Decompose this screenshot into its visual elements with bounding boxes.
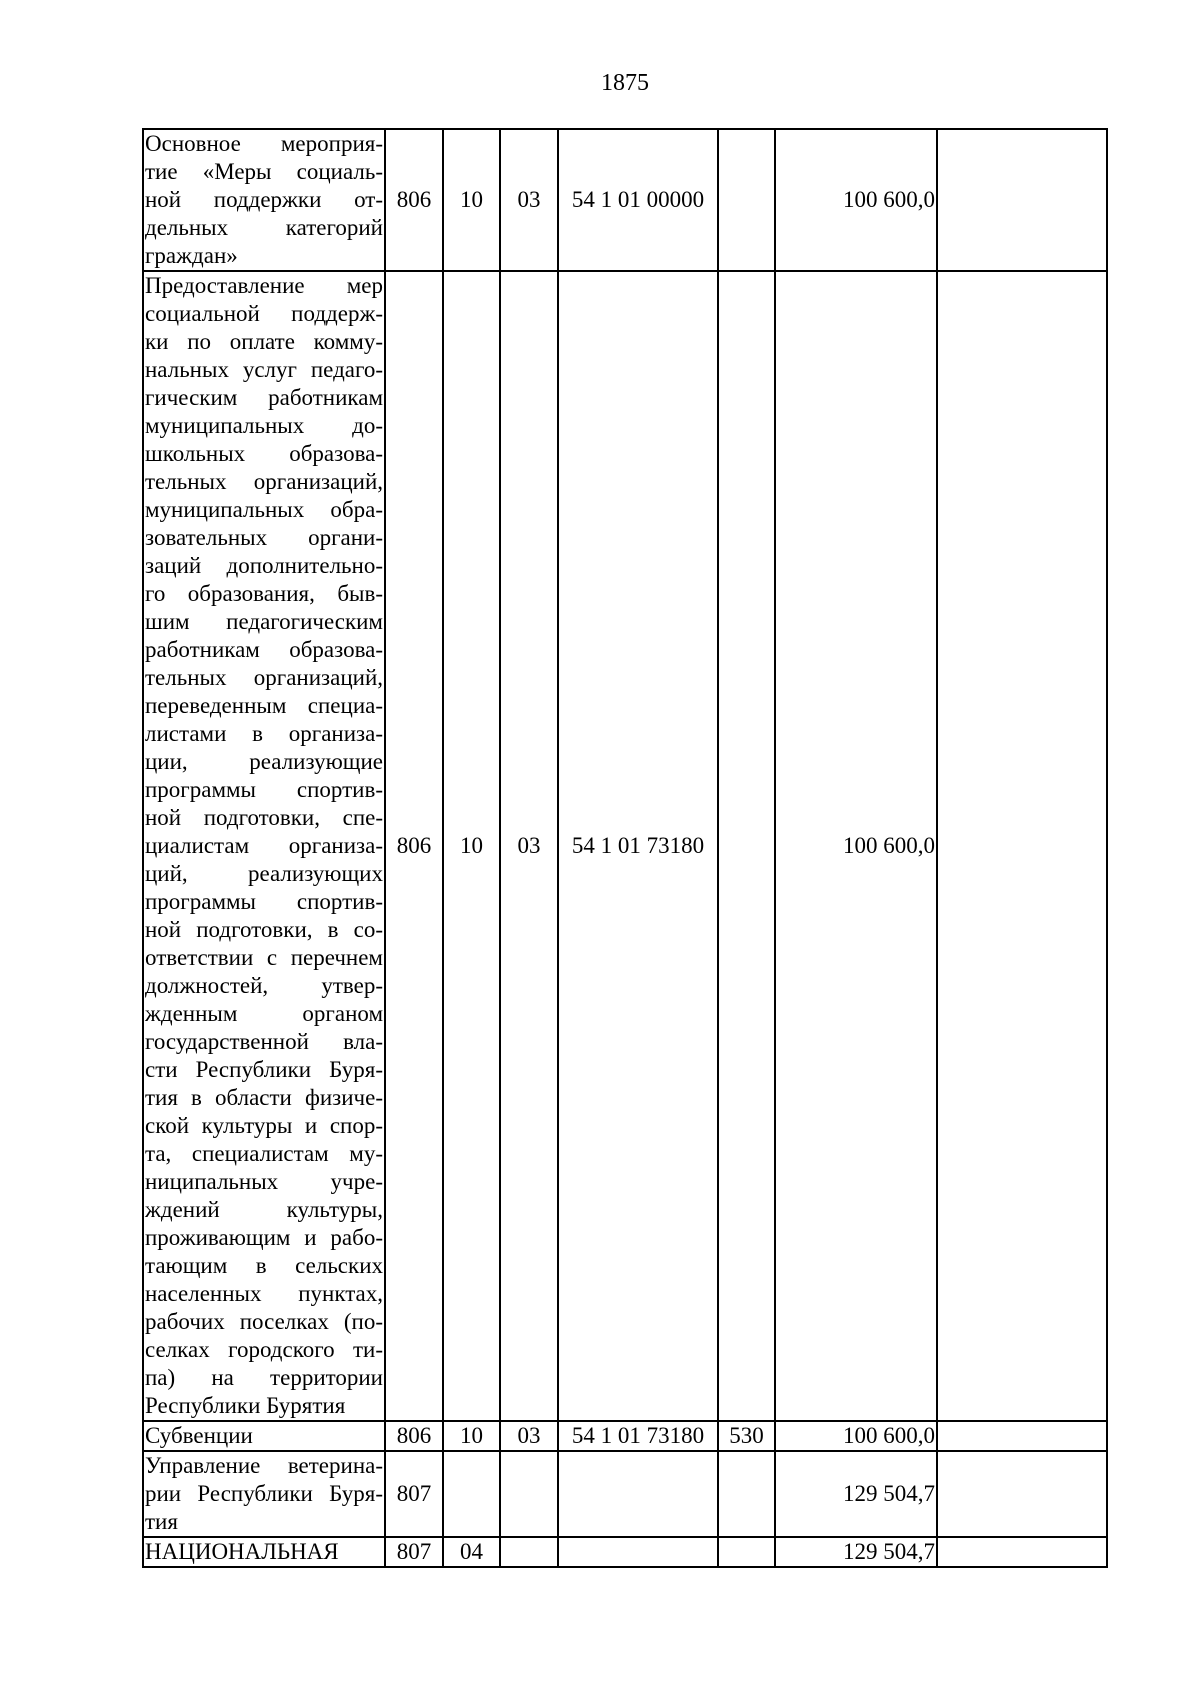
name-line: тельных организаций,: [145, 469, 383, 494]
pr-cell: 03: [500, 129, 558, 271]
name-line: рабочих поселках (по-: [145, 1309, 383, 1334]
name-line: жденным органом: [145, 1001, 383, 1026]
name-line: ций, реализующих: [145, 861, 383, 886]
extra-cell: [937, 271, 1107, 1421]
name-line: Республики Бурятия: [145, 1393, 346, 1418]
name-line: заций дополнительно-: [145, 553, 383, 578]
name-line: Субвенции: [145, 1423, 253, 1448]
amount-cell: 100 600,0: [775, 271, 937, 1421]
vr-cell: [718, 271, 775, 1421]
amount-cell: 100 600,0: [775, 1421, 937, 1451]
extra-cell: [937, 1421, 1107, 1451]
name-line: ской культуры и спор-: [145, 1113, 383, 1138]
name-line: Предоставление мер: [145, 273, 383, 298]
name-line: та, специалистам му-: [145, 1141, 383, 1166]
csr-cell: [558, 1537, 718, 1567]
name-line: программы спортив-: [145, 777, 383, 802]
table-row: [143, 271, 1107, 1421]
name-cell: [143, 1421, 385, 1451]
table-body: [143, 129, 1107, 1567]
name-line: ной подготовки, в со-: [145, 917, 383, 942]
name-cell: [143, 129, 385, 271]
vr-cell: 530: [718, 1421, 775, 1451]
extra-cell: [937, 1537, 1107, 1567]
pr-cell: [500, 1451, 558, 1537]
csr-cell: 54 1 01 00000: [558, 129, 718, 271]
name-line: Основное мероприя-: [145, 131, 383, 156]
vr-cell: [718, 1451, 775, 1537]
name-line: социальной поддерж-: [145, 301, 383, 326]
amount-cell: 129 504,7: [775, 1537, 937, 1567]
rz-cell: 10: [443, 1421, 500, 1451]
rz-cell: 10: [443, 271, 500, 1421]
table-row: [143, 129, 1107, 271]
table-row: [143, 1537, 1107, 1567]
name-line: гическим работникам: [145, 385, 383, 410]
extra-cell: [937, 129, 1107, 271]
name-line: тия: [145, 1509, 178, 1534]
ved-cell: 806: [385, 129, 443, 271]
name-line: работникам образова-: [145, 637, 383, 662]
name-line: ной поддержки от-: [145, 187, 383, 212]
vr-cell: [718, 129, 775, 271]
name-line: муниципальных обра-: [145, 497, 383, 522]
name-cell: [143, 271, 385, 1421]
pr-cell: 03: [500, 1421, 558, 1451]
name-line: ной подготовки, спе-: [145, 805, 383, 830]
pr-cell: [500, 1537, 558, 1567]
name-line: должностей, утвер-: [145, 973, 383, 998]
table-row: [143, 1421, 1107, 1451]
name-line: зовательных органи-: [145, 525, 383, 550]
csr-cell: 54 1 01 73180: [558, 271, 718, 1421]
ved-cell: 806: [385, 271, 443, 1421]
extra-cell: [937, 1451, 1107, 1537]
amount-cell: 100 600,0: [775, 129, 937, 271]
vr-cell: [718, 1537, 775, 1567]
name-cell: [143, 1451, 385, 1537]
name-line: НАЦИОНАЛЬНАЯ: [145, 1539, 339, 1564]
name-line: ответствии с перечнем: [145, 945, 383, 970]
name-line: па) на территории: [145, 1365, 383, 1390]
rz-cell: [443, 1451, 500, 1537]
name-line: селках городского ти-: [145, 1337, 383, 1362]
name-line: переведенным специа-: [145, 693, 383, 718]
name-line: сти Республики Буря-: [145, 1057, 383, 1082]
name-line: населенных пунктах,: [145, 1281, 383, 1306]
page-number: 1875: [601, 70, 649, 96]
name-line: ки по оплате комму-: [145, 329, 383, 354]
name-line: тельных организаций,: [145, 665, 383, 690]
ved-cell: 806: [385, 1421, 443, 1451]
name-line: государственной вла-: [145, 1029, 383, 1054]
ved-cell: 807: [385, 1451, 443, 1537]
pr-cell: 03: [500, 271, 558, 1421]
rz-cell: 10: [443, 129, 500, 271]
budget-table: [142, 128, 1108, 1568]
name-line: школьных образова-: [145, 441, 383, 466]
name-line: ции, реализующие: [145, 749, 383, 774]
table-row: [143, 1451, 1107, 1537]
name-line: ждений культуры,: [145, 1197, 383, 1222]
name-line: ниципальных учре-: [145, 1169, 383, 1194]
name-line: тающим в сельских: [145, 1253, 383, 1278]
amount-cell: 129 504,7: [775, 1451, 937, 1537]
csr-cell: 54 1 01 73180: [558, 1421, 718, 1451]
name-line: листами в организа-: [145, 721, 383, 746]
name-line: нальных услуг педаго-: [145, 357, 383, 382]
name-line: проживающим и рабо-: [145, 1225, 383, 1250]
name-line: шим педагогическим: [145, 609, 383, 634]
name-cell: [143, 1537, 385, 1567]
name-line: муниципальных до-: [145, 413, 383, 438]
csr-cell: [558, 1451, 718, 1537]
name-line: граждан»: [145, 243, 238, 268]
name-line: тие «Меры социаль-: [145, 159, 383, 184]
name-line: Управление ветерина-: [145, 1453, 383, 1478]
name-line: циалистам организа-: [145, 833, 383, 858]
name-line: рии Республики Буря-: [145, 1481, 383, 1506]
name-line: дельных категорий: [145, 215, 383, 240]
name-line: программы спортив-: [145, 889, 383, 914]
name-line: го образования, быв-: [145, 581, 383, 606]
name-line: тия в области физиче-: [145, 1085, 383, 1110]
ved-cell: 807: [385, 1537, 443, 1567]
rz-cell: 04: [443, 1537, 500, 1567]
